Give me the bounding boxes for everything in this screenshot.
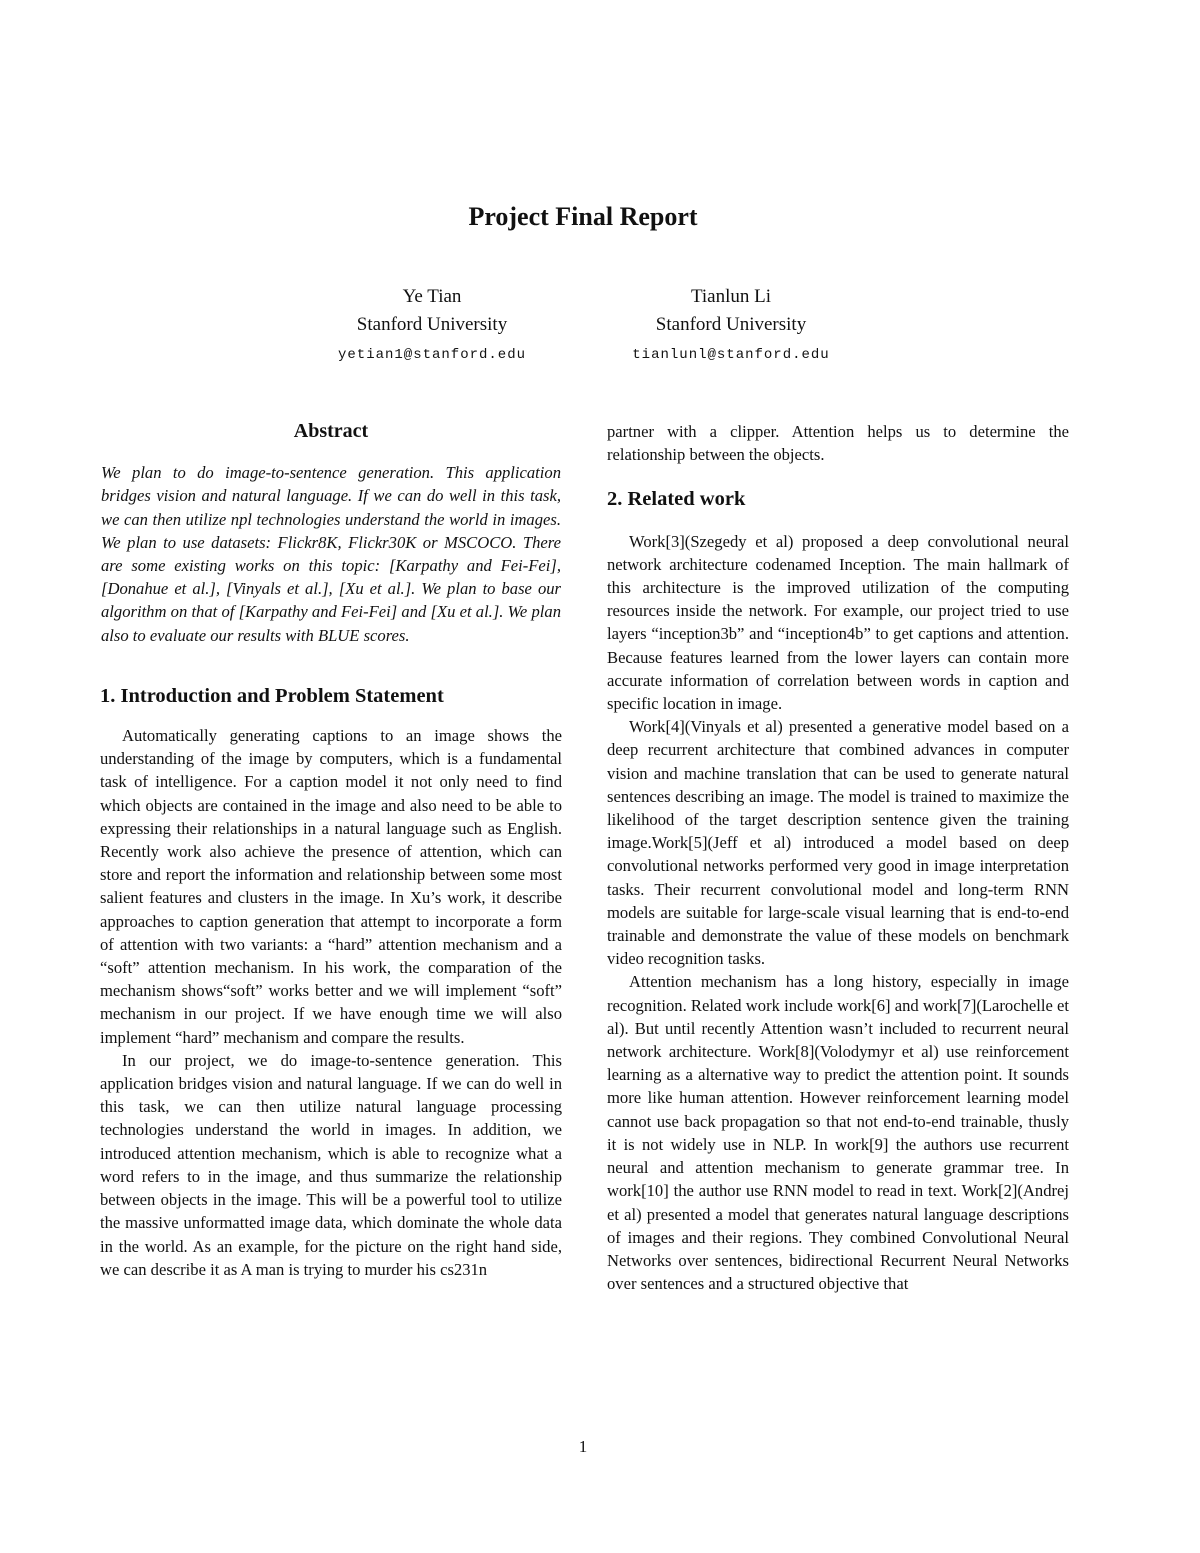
section-heading-introduction: 1. Introduction and Problem Statement <box>100 684 444 707</box>
section-heading-related-work: 2. Related work <box>607 488 746 511</box>
paragraph: Work[3](Szegedy et al) proposed a deep convolutional neural network architecture codenamed Inception. The main hallmark of this architecture is the improved utilization of the computing resources inside the network. For example, our project tried to use layers “inception3b” and “inception4b” to get captions and attention. Because features learned from the lower layers can contain more accurate information of correlation between words in caption and specific location in image. <box>607 531 1069 714</box>
author-block <box>282 283 582 369</box>
paragraph: Work[4](Vinyals et al) presented a generative model based on a deep recurrent architecture that combined advances in computer vision and machine translation that can be used to generate natural sentences describing an image. The model is trained to maximize the likelihood of the target description sentence given the training image.Work[5](Jeff et al) introduced a model based on deep convolutional networks performed very good in image interpretation tasks. Their recurrent convolutional model and long-term RNN models are suitable for large-scale visual learning that is end-to-end trainable and demonstrate the value of these models on benchmark video recognition tasks. <box>607 717 1069 969</box>
author-affiliation: Stanford University <box>356 314 508 335</box>
paragraph-continuation: partner with a clipper. Attention helps us to determine the relationship between the objects. <box>607 422 1069 465</box>
paragraph: Attention mechanism has a long history, especially in image recognition. Related work include work[6] and work[7](Larochelle et al). But until recently Attention wasn’t included to recurrent neural network architecture. Work[8](Volodymyr et al) use reinforcement learning as a alternative way to predict the attention point. It sounds more like human attention. However reinforcement learning model cannot use back propagation so that not end-to-end trainable, thusly it is not widely use in NLP. In work[9] the authors use recurrent neural and attention mechanism to generate grammar tree. In work[10] the author use RNN model to read in text. Work[2](Andrej et al) presented a model that generates natural language descriptions of images and their regions. They combined Convolutional Neural Networks over sentences, bidirectional Recurrent Neural Networks over sentences and a structured objective that <box>607 972 1069 1294</box>
author-email: yetian1@stanford.edu <box>337 347 527 363</box>
paper-title: Project Final Report <box>468 202 698 231</box>
abstract-heading: Abstract <box>293 420 369 442</box>
author-name: Ye Tian <box>402 286 462 307</box>
author-affiliation: Stanford University <box>655 314 807 335</box>
author-name: Tianlun Li <box>690 286 772 307</box>
paragraph: In our project, we do image-to-sentence generation. This application bridges vision and natural language. If we can do well in this task, we can then utilize natural language processing technologies understand the world in images. In addition, we introduced attention mechanism, which is able to recognize what a word refers to in the image, and thus summarize the relationship between objects in the image. This will be a powerful tool to utilize the massive unformatted image data, which dominate the whole data in the world. As an example, for the picture on the right hand side, we can describe it as A man is trying to murder his cs231n <box>100 1050 562 1279</box>
right-column <box>607 420 1069 1295</box>
author-email: tianlunl@stanford.edu <box>632 347 830 363</box>
author-block <box>581 283 881 369</box>
left-column <box>100 420 562 1281</box>
page-number: 1 <box>578 1437 588 1456</box>
paragraph: Automatically generating captions to an image shows the understanding of the image by computers, which is a fundamental task of intelligence. For a caption model it not only need to find which objects are contained in the image and also need to be able to expressing their relationships in a natural language such as English. Recently work also achieve the presence of attention, which can store and report the information and relationship between some most salient features and clusters in the image. In Xu’s work, it describe approaches to caption generation that attempt to incorporate a form of attention with two variants: a “hard” attention mechanism and a “soft” attention mechanism. In his work, the comparation of the mechanism shows“soft” works better and we will implement “soft” mechanism in our project. If we have enough time we will also implement “hard” mechanism and compare the results. <box>100 726 562 1047</box>
abstract-text: We plan to do image-to-sentence generation. This application bridges vision and natural language. If we can do well in this task, we can then utilize npl technologies understand the world in images. We plan to use datasets: Flickr8K, Flickr30K or MSCOCO. There are some existing works on this topic: [Karpathy and Fei-Fei], [Donahue et al.], [Vinyals et al.], [Xu et al.]. We plan to base our algorithm on that of [Karpathy and Fei-Fei] and [Xu et al.]. We plan also to evaluate our results with BLUE scores. <box>101 463 561 645</box>
